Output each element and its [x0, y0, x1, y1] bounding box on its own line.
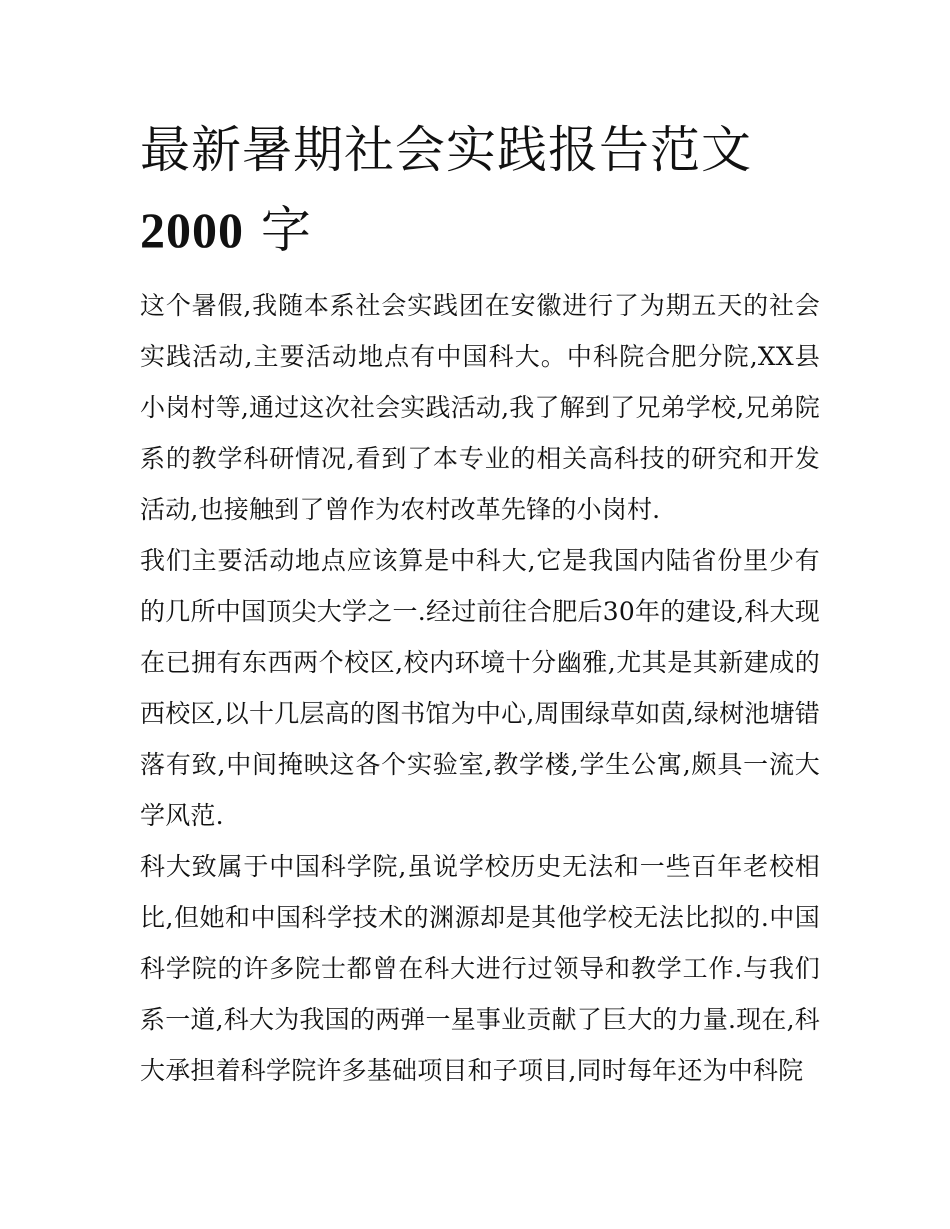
- paragraph-3: 科大致属于中国科学院,虽说学校历史无法和一些百年老校相比,但她和中国科学技术的渊源却是其他学校无法比拟的.中国科学院的许多院士都曾在科大进行过领导和教学工作.与我们系一道,科大为我国的两弹一星事业贡献了巨大的力量.现在,科大承担着科学院许多基础项目和子项目,同时每年还为中科院: [140, 852, 820, 1085]
- paragraph-1: 这个暑假,我随本系社会实践团在安徽进行了为期五天的社会实践活动,主要活动地点有中国科大。中科院合肥分院,XX县小岗村等,通过这次社会实践活动,我了解到了兄弟学校,兄弟院系的教学科研情况,看到了本专业的相关高科技的研究和开发活动,也接触到了曾作为农村改革先锋的小岗村.: [140, 291, 820, 524]
- title-number: 2000: [140, 202, 244, 258]
- document-title: [140, 110, 820, 270]
- document-body: [140, 280, 820, 1096]
- title-main: 最新暑期社会实践报告范文: [140, 121, 752, 179]
- title-suffix: 字: [244, 201, 312, 259]
- paragraph-2: 我们主要活动地点应该算是中科大,它是我国内陆省份里少有的几所中国顶尖大学之一.经过前往合肥后30年的建设,科大现在已拥有东西两个校区,校内环境十分幽雅,尤其是其新建成的西校区,以十几层高的图书馆为中心,周围绿草如茵,绿树池塘错落有致,中间掩映这各个实验室,教学楼,学生公寓,颇具一流大学风范.: [140, 546, 820, 830]
